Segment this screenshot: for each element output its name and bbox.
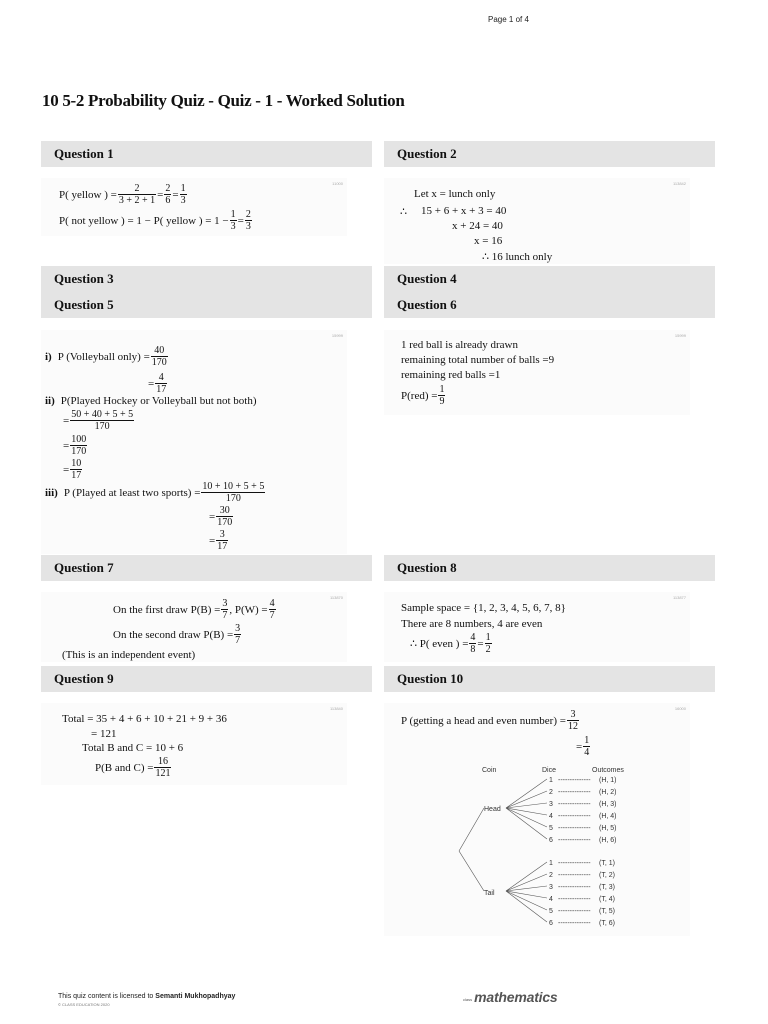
lhs: ∴ P( even ) = xyxy=(410,638,469,650)
head-die-4: 4 xyxy=(549,813,553,820)
q6-line3: remaining red balls =1 xyxy=(401,369,501,381)
q6-line2: remaining total number of balls =9 xyxy=(401,354,555,366)
q5-part-ii xyxy=(45,395,257,407)
question-5-header: Question 5 xyxy=(41,292,372,318)
num: 30 xyxy=(216,505,233,517)
q10-id: 16000 xyxy=(674,706,686,711)
q6-line1: 1 red ball is already drawn xyxy=(401,339,518,351)
eq: = xyxy=(63,414,70,427)
head-die-5: 5 xyxy=(549,825,553,832)
q5-id: 15999 xyxy=(331,333,343,338)
den: 4 xyxy=(584,747,590,758)
num: 40 xyxy=(151,345,168,357)
tail-outcome: (T, 2) xyxy=(599,872,615,879)
num: 1 xyxy=(485,632,491,643)
q6-line4 xyxy=(401,384,446,407)
tree-branch xyxy=(506,891,547,922)
num: 3 xyxy=(222,598,228,609)
q6-id: 15999 xyxy=(674,333,686,338)
num: 2 xyxy=(118,183,156,195)
den: 3 xyxy=(230,221,236,232)
num: 1 xyxy=(230,209,236,220)
question-4-header: Question 4 xyxy=(384,266,715,292)
tail-die-4: 4 xyxy=(549,896,553,903)
q2-line4: x = 16 xyxy=(474,235,503,247)
eq: = xyxy=(237,214,244,227)
q1-line2 xyxy=(59,209,253,232)
head-outcome: (H, 2) xyxy=(599,789,617,796)
lhs: P(red) = xyxy=(401,389,438,402)
num: 50 + 40 + 5 + 5 xyxy=(71,409,134,420)
q2-line1: Let x = lunch only xyxy=(414,188,496,200)
document-title: 10 5-2 Probability Quiz - Quiz - 1 - Worked Solution xyxy=(42,91,405,110)
den: 12 xyxy=(567,721,578,732)
q5-part-iii xyxy=(45,481,266,504)
tree-head-label: Head xyxy=(484,806,501,813)
num: 100 xyxy=(71,434,87,445)
den: 3 + 2 + 1 xyxy=(118,195,156,206)
head-dashes: -------------- xyxy=(558,801,591,808)
q9-line1: Total = 35 + 4 + 6 + 10 + 21 + 9 + 36 xyxy=(62,713,227,725)
den: 8 xyxy=(470,644,476,655)
q9-line2: = 121 xyxy=(91,728,117,740)
eq: = xyxy=(63,439,70,452)
q1-id: 11000 xyxy=(332,181,343,186)
den: 170 xyxy=(94,421,110,432)
part-label: iii) xyxy=(45,486,58,499)
head-dashes: -------------- xyxy=(558,813,591,820)
num: 2 xyxy=(165,183,171,194)
q8-line3 xyxy=(410,632,493,655)
text: On the second draw P(B) = xyxy=(113,628,234,641)
tail-outcome: (T, 3) xyxy=(599,884,615,891)
tail-dashes: -------------- xyxy=(558,920,591,927)
q7-solution xyxy=(41,592,347,662)
part-label: ii) xyxy=(45,395,55,407)
part-text: P (Volleyball only) = xyxy=(57,350,150,363)
tail-outcome: (T, 4) xyxy=(599,896,615,903)
part-text: P(Played Hockey or Volleyball but not both) xyxy=(60,395,257,407)
lhs: P (getting a head and even number) = xyxy=(401,714,566,727)
eq: = xyxy=(209,510,216,523)
q8-line2: There are 8 numbers, 4 are even xyxy=(401,618,543,630)
q9-line3: Total B and C = 10 + 6 xyxy=(82,742,184,754)
q9-id: 113840 xyxy=(329,706,343,711)
tail-die-1: 1 xyxy=(549,860,553,867)
license-prefix: This quiz content is licensed to xyxy=(58,993,156,1000)
den: 9 xyxy=(439,396,445,407)
head-outcome: (H, 5) xyxy=(599,825,617,832)
q5-part-i xyxy=(45,345,169,368)
q5-part-ii-step2 xyxy=(63,434,88,457)
question-9-header: Question 9 xyxy=(41,666,372,692)
head-die-1: 1 xyxy=(549,777,553,784)
den: 6 xyxy=(165,195,171,206)
num: 1 xyxy=(439,384,445,395)
q6-solution xyxy=(384,330,690,415)
head-dashes: -------------- xyxy=(558,789,591,796)
num: 4 xyxy=(155,372,167,384)
tree-branch xyxy=(459,851,484,891)
eq: = xyxy=(63,463,70,476)
tree-tail-label: Tail xyxy=(484,890,495,897)
q2-line5: ∴ 16 lunch only xyxy=(482,251,553,263)
brand-small: class xyxy=(463,997,473,1002)
page-number: Page 1 of 4 xyxy=(488,15,529,24)
den: 170 xyxy=(225,493,241,504)
q7-line1 xyxy=(113,598,277,621)
tail-outcome: (T, 5) xyxy=(599,908,615,915)
den: 170 xyxy=(151,357,167,368)
question-10-header: Question 10 xyxy=(384,666,715,692)
license-text xyxy=(58,993,235,1000)
tail-dashes: -------------- xyxy=(558,860,591,867)
tree-branch xyxy=(506,891,547,910)
q2-id: 113842 xyxy=(672,181,686,186)
license-name: Semanti Mukhopadhyay xyxy=(155,993,236,1000)
tree-header-dice: Dice xyxy=(542,767,557,774)
tree-branch xyxy=(459,808,484,851)
eq: = xyxy=(157,188,164,201)
q5-part-ii-step3 xyxy=(63,458,83,481)
question-1-header: Question 1 xyxy=(41,141,372,167)
q8-line1: Sample space = {1, 2, 3, 4, 5, 6, 7, 8} xyxy=(401,602,566,614)
q1-line1 xyxy=(59,183,188,206)
tree-branch xyxy=(506,808,547,839)
question-6-header: Question 6 xyxy=(384,292,715,318)
den: 2 xyxy=(485,644,491,655)
q5-part-ii-step1 xyxy=(63,409,135,432)
eq: = xyxy=(172,188,179,201)
q10-line2 xyxy=(576,735,591,758)
den: 17 xyxy=(156,384,167,395)
tail-die-5: 5 xyxy=(549,908,553,915)
tail-dashes: -------------- xyxy=(558,896,591,903)
tail-outcome: (T, 1) xyxy=(599,860,615,867)
num: 4 xyxy=(470,632,476,643)
den: 7 xyxy=(235,635,241,646)
q1-lhs2: P( not yellow ) = 1 − P( yellow ) = 1 − xyxy=(59,214,229,227)
tail-dashes: -------------- xyxy=(558,884,591,891)
eq: = xyxy=(209,534,216,547)
head-dashes: -------------- xyxy=(558,825,591,832)
num: 2 xyxy=(245,209,251,220)
num: 10 xyxy=(71,458,82,469)
q10-line1 xyxy=(401,709,580,732)
num: 16 xyxy=(154,756,171,768)
q9-solution xyxy=(41,703,347,785)
den: 121 xyxy=(155,768,171,779)
den: 170 xyxy=(71,446,87,457)
head-outcome: (H, 1) xyxy=(599,777,617,784)
num: 1 xyxy=(584,735,590,746)
den: 3 xyxy=(245,221,251,232)
head-die-2: 2 xyxy=(549,789,553,796)
den: 3 xyxy=(180,195,186,206)
part-label: i) xyxy=(45,350,52,363)
head-outcome: (H, 4) xyxy=(599,813,617,820)
den: 7 xyxy=(269,610,275,621)
den: 17 xyxy=(71,470,82,481)
tail-die-3: 3 xyxy=(549,884,553,891)
therefore-symbol: ∴ xyxy=(400,206,407,218)
text: On the first draw P(B) = xyxy=(113,603,221,616)
tree-branch xyxy=(506,891,547,898)
head-dashes: -------------- xyxy=(558,777,591,784)
question-2-header: Question 2 xyxy=(384,141,715,167)
tail-die-6: 6 xyxy=(549,920,553,927)
head-outcome: (H, 6) xyxy=(599,837,617,844)
tail-die-2: 2 xyxy=(549,872,553,879)
question-3-header: Question 3 xyxy=(41,266,372,292)
den: 17 xyxy=(217,541,228,552)
part-text: P (Played at least two sports) = xyxy=(63,486,201,499)
den: 7 xyxy=(222,610,228,621)
question-8-header: Question 8 xyxy=(384,555,715,581)
tree-branch xyxy=(506,808,547,827)
tree-diagram xyxy=(454,763,644,933)
head-outcome: (H, 3) xyxy=(599,801,617,808)
brand-big: mathematics xyxy=(474,989,558,1005)
q2-solution xyxy=(384,178,690,264)
num: 4 xyxy=(269,598,275,609)
q5-part-iii-step2 xyxy=(209,505,234,528)
eq: = xyxy=(477,637,484,650)
q10-solution xyxy=(384,703,690,936)
q1-solution xyxy=(41,178,347,236)
q1-lhs: P( yellow ) = xyxy=(59,188,117,201)
question-7-header: Question 7 xyxy=(41,555,372,581)
lhs: P(B and C) = xyxy=(95,761,154,774)
head-dashes: -------------- xyxy=(558,837,591,844)
tree-header-coin: Coin xyxy=(482,767,497,774)
head-die-3: 3 xyxy=(549,801,553,808)
den: 170 xyxy=(217,517,233,528)
num: 3 xyxy=(567,709,579,721)
tree-branch xyxy=(506,808,547,815)
q2-line3: x + 24 = 40 xyxy=(452,220,503,232)
num: 1 xyxy=(180,183,186,194)
q5-part-iii-step3 xyxy=(209,529,229,552)
q7-line3: (This is an independent event) xyxy=(62,649,196,661)
q5-solution xyxy=(41,330,347,554)
eq: = xyxy=(576,740,583,753)
text: , P(W) = xyxy=(229,603,268,616)
num: 3 xyxy=(235,623,241,634)
tail-dashes: -------------- xyxy=(558,908,591,915)
num: 3 xyxy=(216,529,228,541)
tail-outcome: (T, 6) xyxy=(599,920,615,927)
q7-line2 xyxy=(113,623,242,646)
q8-id: 113877 xyxy=(672,595,686,600)
q5-part-i-simplified xyxy=(148,372,168,395)
q2-line2: 15 + 6 + x + 3 = 40 xyxy=(421,205,507,217)
eq: = xyxy=(148,377,155,390)
copyright-text: © CLASS EDUCATION 2020 xyxy=(58,1002,110,1007)
tree-header-outcomes: Outcomes xyxy=(592,767,624,774)
q8-solution xyxy=(384,592,690,662)
head-die-6: 6 xyxy=(549,837,553,844)
q7-id: 113870 xyxy=(329,595,343,600)
brand-logo xyxy=(463,989,558,1005)
tail-dashes: -------------- xyxy=(558,872,591,879)
q9-line4 xyxy=(95,756,172,779)
num: 10 + 10 + 5 + 5 xyxy=(202,481,265,492)
